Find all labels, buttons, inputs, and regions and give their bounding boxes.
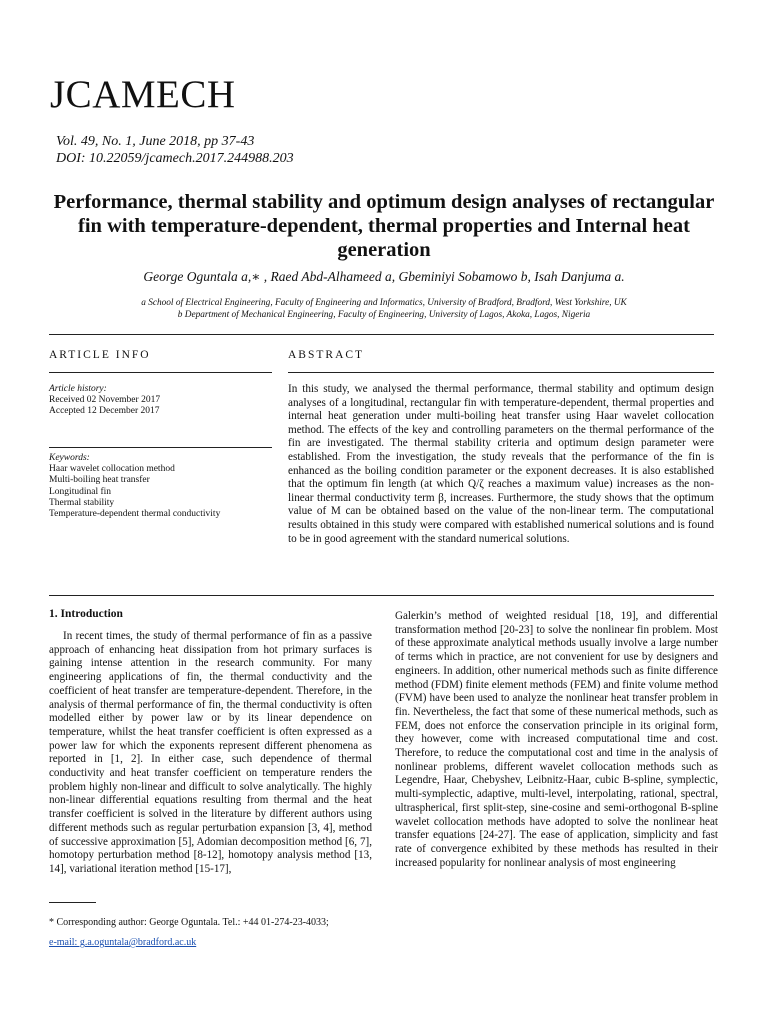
accepted-date: Accepted 12 December 2017: [49, 406, 160, 417]
keyword-item: Longitudinal fin: [49, 486, 112, 497]
abstract-text: In this study, we analysed the thermal performance, thermal stability and optimum design analyses of a longitudinal, rectangular fin with temperature-dependent, thermal properties and internal heat generation under multi-boiling heat transfer using Haar wavelet collocation method. The effects of the key and controlling parameters on the thermal performance of the fin are investigated. The thermal stability criteria and optimum design parameter were established. From the investigation, the study reveals that the performance of the fin is enhanced as the boiling condition parameter or the exponent decreases. It is also established that the optimum fin length (at which Q/ζ reaches a maximum value) increases as the non-linear thermal conductivity term β, increases. Furthermore, the study shows that the optimum value of M can be obtained based on the value of the non-linear term. The computational results obtained in this study were compared with established numerical solutions and is found to be in good agreement with the standard numerical solutions.: [288, 383, 714, 545]
abstract-divider: [288, 372, 714, 373]
corresponding-author-footnote: * Corresponding author: George Oguntala. Tel.: +44 01-274-23-4033;: [49, 917, 329, 928]
affiliation-a: a School of Electrical Engineering, Faculty of Engineering and Informatics, University of Bradford, Bradford, West Yorkshire, UK: [141, 298, 627, 308]
introduction-column-1: [49, 630, 372, 877]
keywords-block: [49, 453, 279, 520]
keyword-item: Thermal stability: [49, 497, 115, 508]
introduction-column-2: Galerkin’s method of weighted residual [18, 19], and differential transformation method [20-23] to solve the nonlinear fin problem. Most of these approximate analytical methods usually involve a large number of terms which in practice, are not convenient for use by designers and engineers. In addition, other numerical methods such as finite difference method (FDM) finite element methods (FEM) and finite volume method (FVM) have been used to analyze the nonlinear heat transfer problem in fin. Nevertheless, the fact that some of these numerical methods, such as FEM, does not enforce the conservation principle in its original form, they however, come with increased computational time and cost. Therefore, to reduce the computational cost and time in the analysis of nonlinear problems, different wavelet collocation methods such as Legendre, Haar, Chebyshev, Leibnitz-Haar, cubic B-spline, symplectic, multi-symplectic, adaptive, multi-level, interpolating, rational, spectral, ultraspherical, first split-step, sine-cosine and semi-orthogonal B-spline wavelet collocation methods have adopted to solve the nonlinear heat transfer equations [24-27]. The ease of application, simplicity and fast rate of convergence exhibited by these methods has resulted in their increased popularity for nonlinear analysis of most engineering: [395, 610, 718, 869]
article-info-heading: ARTICLE INFO: [49, 349, 151, 361]
keyword-item: Temperature-dependent thermal conductivity: [49, 509, 221, 520]
introduction-paragraph: In recent times, the study of thermal performance of fin as a passive approach of enhancing heat dissipation from hot primary surfaces is gaining intense attention in the research community. For many engineering applications of fin, the thermal conductivity and the coefficient of heat transfer are temperature-dependent. Therefore, in the analysis of thermal performance of fin, the thermal conductivity is often modelled either by power law or by its linear dependence on temperature, whilst the heat transfer coefficient is often expressed as a power law for which the exponents represent different phenomena as reported in [1, 2]. In either case, such dependence of thermal conductivity and heat transfer coefficient on temperature renders the problem highly non-linear and difficult to solve analytically. The highly non-linear differential equations resulting from thermal and the heat transfer coefficient is solved in the literature by different authors using different methods such as regular perturbation expansion [3, 4], method of successive approximation [5], Adomian decomposition method [6, 7], homotopy perturbation method [8-12], homotopy analysis method [13, 14], variational iteration method [15-17],: [49, 630, 372, 875]
doi-line: DOI: 10.22059/jcamech.2017.244988.203: [56, 151, 294, 166]
history-divider: [49, 447, 272, 448]
info-divider: [49, 372, 272, 373]
top-divider: [49, 334, 714, 335]
introduction-heading: 1. Introduction: [49, 608, 123, 620]
history-label: Article history:: [49, 384, 107, 394]
section-divider: [49, 595, 714, 596]
volume-line: Vol. 49, No. 1, June 2018, pp 37-43: [56, 134, 255, 149]
article-title: Performance, thermal stability and optimum design analyses of rectangular fin with temperature-dependent, thermal properties and Internal heat generation: [53, 191, 715, 261]
affiliation-b: b Department of Mechanical Engineering, Faculty of Engineering, University of Lagos, Akoka, Lagos, Nigeria: [177, 310, 591, 320]
keywords-label: Keywords:: [49, 453, 90, 463]
author-email-link[interactable]: e-mail: g.a.oguntala@bradford.ac.uk: [49, 937, 197, 948]
keyword-item: Multi-boiling heat transfer: [49, 475, 150, 486]
author-list: George Oguntala a,∗ , Raed Abd-Alhameed a, Gbeminiyi Sobamowo b, Isah Danjuma a.: [143, 269, 625, 284]
keyword-item: Haar wavelet collocation method: [49, 464, 175, 475]
received-date: Received 02 November 2017: [49, 395, 161, 406]
article-history: [49, 384, 269, 418]
abstract-heading: ABSTRACT: [288, 349, 365, 361]
journal-name: JCAMECH: [50, 73, 236, 116]
footnote-divider: [49, 902, 96, 903]
